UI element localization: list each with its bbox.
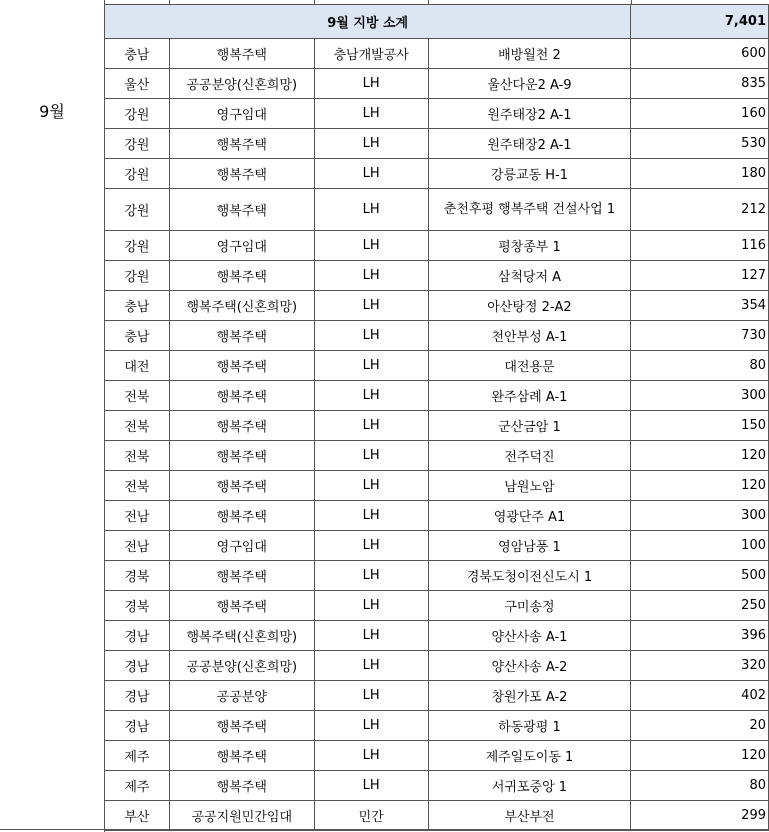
units-cell: 120 [631,441,769,471]
type-cell: 행복주택 [169,741,314,771]
provider-cell: LH [314,351,428,381]
provider-cell: LH [314,681,428,711]
region-cell: 부산 [105,801,170,831]
provider-cell: LH [314,99,428,129]
type-cell: 행복주택(신혼희망) [169,291,314,321]
project-cell: 경북도청이전신도시 1 [428,561,631,591]
region-cell: 전북 [105,381,170,411]
project-cell: 대전용문 [428,351,631,381]
provider-cell: 충남개발공사 [314,39,428,69]
provider-cell: LH [314,411,428,441]
type-cell: 행복주택 [169,711,314,741]
provider-cell: LH [314,261,428,291]
project-cell: 영암남풍 1 [428,531,631,561]
provider-cell: LH [314,561,428,591]
table-row [105,681,769,711]
project-cell: 춘천후평 행복주택 건설사업 1 [428,189,631,231]
project-cell: 제주일도이동 1 [428,741,631,771]
month-label: 9월 [39,102,65,121]
region-cell: 전북 [105,411,170,441]
type-cell: 행복주택 [169,771,314,801]
units-cell: 80 [631,351,769,381]
project-cell: 삼척당저 A [428,261,631,291]
provider-cell: LH [314,531,428,561]
project-cell: 영광단주 A1 [428,501,631,531]
type-cell: 행복주택 [169,189,314,231]
region-cell: 충남 [105,321,170,351]
provider-cell: LH [314,231,428,261]
table-row [105,321,769,351]
provider-cell: LH [314,741,428,771]
project-cell: 양산사송 A-1 [428,621,631,651]
units-cell: 80 [631,771,769,801]
region-cell: 강원 [105,129,170,159]
project-cell: 완주삼례 A-1 [428,381,631,411]
units-cell: 354 [631,291,769,321]
project-cell: 원주태장2 A-1 [428,129,631,159]
type-cell: 행복주택 [169,39,314,69]
region-cell: 강원 [105,189,170,231]
units-cell: 120 [631,741,769,771]
units-cell: 320 [631,651,769,681]
project-cell: 남원노암 [428,471,631,501]
project-cell: 강릉교동 H-1 [428,159,631,189]
units-cell: 150 [631,411,769,441]
type-cell: 행복주택 [169,129,314,159]
region-cell: 경남 [105,621,170,651]
table-row [105,711,769,741]
units-cell: 396 [631,621,769,651]
units-cell: 530 [631,129,769,159]
type-cell: 행복주택 [169,561,314,591]
table-row [105,441,769,471]
provider-cell: LH [314,471,428,501]
units-cell: 600 [631,39,769,69]
type-cell: 공공분양 [169,681,314,711]
subtotal-value: 7,401 [631,5,769,39]
units-cell: 500 [631,561,769,591]
table-row [105,471,769,501]
provider-cell: LH [314,129,428,159]
type-cell: 공공분양(신혼희망) [169,69,314,99]
type-cell: 공공분양(신혼희망) [169,651,314,681]
table-row [105,771,769,801]
project-cell: 창원가포 A-2 [428,681,631,711]
housing-supply-table [104,4,769,831]
provider-cell: LH [314,159,428,189]
table-row [105,411,769,441]
table-row [105,69,769,99]
type-cell: 행복주택(신혼희망) [169,621,314,651]
type-cell: 영구임대 [169,531,314,561]
type-cell: 행복주택 [169,471,314,501]
type-cell: 행복주택 [169,591,314,621]
region-cell: 울산 [105,69,170,99]
type-cell: 행복주택 [169,351,314,381]
table-row [105,801,769,831]
units-cell: 212 [631,189,769,231]
units-cell: 300 [631,381,769,411]
table-row [105,261,769,291]
provider-cell: LH [314,501,428,531]
type-cell: 행복주택 [169,159,314,189]
table-row [105,561,769,591]
type-cell: 행복주택 [169,261,314,291]
subtotal-row [105,5,769,39]
type-cell: 행복주택 [169,501,314,531]
type-cell: 행복주택 [169,441,314,471]
region-cell: 경북 [105,561,170,591]
project-cell: 양산사송 A-2 [428,651,631,681]
region-cell: 경남 [105,651,170,681]
units-cell: 116 [631,231,769,261]
project-cell: 부산부전 [428,801,631,831]
table-row [105,189,769,231]
region-cell: 제주 [105,771,170,801]
type-cell: 행복주택 [169,381,314,411]
units-cell: 20 [631,711,769,741]
table-row [105,99,769,129]
table-row [105,39,769,69]
table-row [105,231,769,261]
region-cell: 전북 [105,471,170,501]
provider-cell: LH [314,651,428,681]
table-row [105,159,769,189]
region-cell: 전북 [105,441,170,471]
type-cell: 행복주택 [169,321,314,351]
table-row [105,621,769,651]
provider-cell: 민간 [314,801,428,831]
region-cell: 강원 [105,99,170,129]
project-cell: 평창종부 1 [428,231,631,261]
project-cell: 천안부성 A-1 [428,321,631,351]
region-cell: 경남 [105,711,170,741]
units-cell: 835 [631,69,769,99]
provider-cell: LH [314,321,428,351]
units-cell: 120 [631,471,769,501]
table-row [105,129,769,159]
region-cell: 전남 [105,531,170,561]
type-cell: 영구임대 [169,99,314,129]
region-cell: 대전 [105,351,170,381]
region-cell: 제주 [105,741,170,771]
units-cell: 299 [631,801,769,831]
project-cell: 서귀포중앙 1 [428,771,631,801]
provider-cell: LH [314,441,428,471]
provider-cell: LH [314,381,428,411]
subtotal-label: 9월 지방 소계 [105,5,631,39]
provider-cell: LH [314,621,428,651]
project-cell: 울산다운2 A-9 [428,69,631,99]
type-cell: 영구임대 [169,231,314,261]
units-cell: 180 [631,159,769,189]
region-cell: 강원 [105,231,170,261]
type-cell: 공공지원민간임대 [169,801,314,831]
units-cell: 402 [631,681,769,711]
region-cell: 충남 [105,291,170,321]
project-cell: 전주덕진 [428,441,631,471]
units-cell: 100 [631,531,769,561]
type-cell: 행복주택 [169,411,314,441]
region-cell: 강원 [105,261,170,291]
project-cell: 군산금암 1 [428,411,631,441]
table-row [105,381,769,411]
table-row [105,651,769,681]
bottom-rule [0,829,769,830]
region-cell: 충남 [105,39,170,69]
provider-cell: LH [314,771,428,801]
table-row [105,591,769,621]
project-cell: 아산탕정 2-A2 [428,291,631,321]
region-cell: 경남 [105,681,170,711]
provider-cell: LH [314,291,428,321]
region-cell: 경북 [105,591,170,621]
project-cell: 원주태장2 A-1 [428,99,631,129]
units-cell: 730 [631,321,769,351]
units-cell: 127 [631,261,769,291]
table-row [105,501,769,531]
table-row [105,741,769,771]
table-row [105,291,769,321]
provider-cell: LH [314,711,428,741]
units-cell: 160 [631,99,769,129]
units-cell: 250 [631,591,769,621]
region-cell: 강원 [105,159,170,189]
provider-cell: LH [314,69,428,99]
project-cell: 배방월천 2 [428,39,631,69]
project-cell: 구미송정 [428,591,631,621]
region-cell: 전남 [105,501,170,531]
provider-cell: LH [314,189,428,231]
project-cell: 하동광평 1 [428,711,631,741]
units-cell: 300 [631,501,769,531]
table-row [105,531,769,561]
table-row [105,351,769,381]
provider-cell: LH [314,591,428,621]
